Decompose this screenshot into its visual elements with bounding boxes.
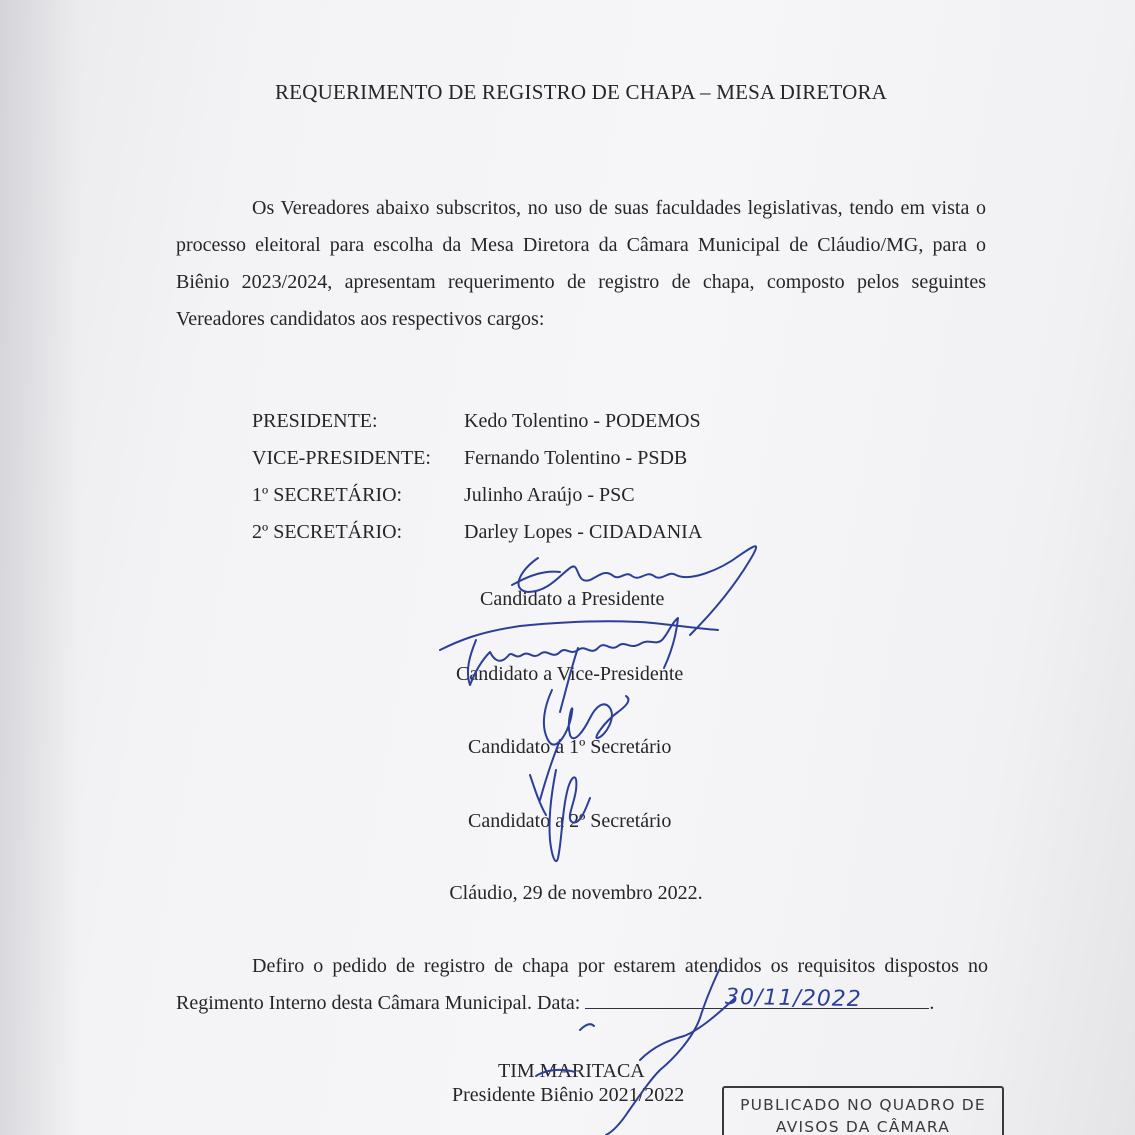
approval-line-1: Defiro o pedido de registro de chapa por estarem atendidos os requisitos dispostos no [252, 955, 988, 977]
stamp-line-1: PUBLICADO NO QUADRO DE [740, 1096, 986, 1114]
role-label: 2º SECRETÁRIO: [252, 521, 403, 543]
approval-paragraph [176, 948, 988, 1022]
candidate-second-secretary-line: Candidato a 2º Secretário [468, 810, 672, 832]
signature-darley-icon [530, 775, 546, 815]
approval-line-2-text: Regimento Interno desta Câmara Municipal. Data: [176, 992, 581, 1014]
document-title: REQUERIMENTO DE REGISTRO DE CHAPA – MESA DIRETORA [274, 80, 888, 104]
signature-tim-icon [580, 1024, 594, 1030]
role-name: Darley Lopes - CIDADANIA [464, 521, 703, 543]
role-name: Fernando Tolentino - PSDB [464, 447, 688, 469]
candidate-president-line: Candidato a Presidente [480, 588, 665, 610]
page-shadow [0, 0, 80, 1135]
role-name: Kedo Tolentino - PODEMOS [464, 410, 701, 432]
candidate-first-secretary-line: Candidato a 1º Secretário [468, 736, 672, 758]
signature-fernando-icon [440, 621, 718, 650]
role-row-vice-president [252, 440, 702, 477]
approval-date-field [585, 984, 929, 1013]
role-label: VICE-PRESIDENTE: [252, 447, 431, 469]
stamp-line-2: AVISOS DA CÂMARA [775, 1118, 951, 1135]
place-date: Cláudio, 29 de novembro 2022. [449, 882, 703, 904]
role-name: Julinho Araújo - PSC [464, 484, 635, 506]
approval-line-2 [176, 985, 988, 1022]
signature-kedo-icon [512, 572, 560, 585]
signatory-title: Presidente Biênio 2021/2022 [452, 1084, 685, 1106]
publication-stamp [722, 1086, 1004, 1135]
signatory-name: TIM MARITACA [498, 1060, 645, 1082]
roles-list [252, 403, 702, 551]
intro-paragraph: Os Vereadores abaixo subscritos, no uso de suas faculdades legislativas, tendo em vista o processo eleitoral para escolha da Mesa Diretora da Câmara Municipal de Cláudio/MG, para o Biênio 2023/2024, apresentam requerimento de registro de chapa, composto pelos seguintes Vereadores candidatos aos respectivos cargos: [176, 197, 986, 330]
approval-handwritten-date: 30/11/2022 [725, 984, 863, 1013]
role-label: 1º SECRETÁRIO: [252, 484, 403, 506]
role-row-first-secretary [252, 477, 702, 514]
role-row-second-secretary [252, 514, 702, 551]
approval-end: . [929, 992, 935, 1014]
role-label: PRESIDENTE: [252, 410, 378, 432]
role-row-president [252, 403, 702, 440]
candidate-vice-line: Candidato a Vice-Presidente [456, 663, 684, 685]
